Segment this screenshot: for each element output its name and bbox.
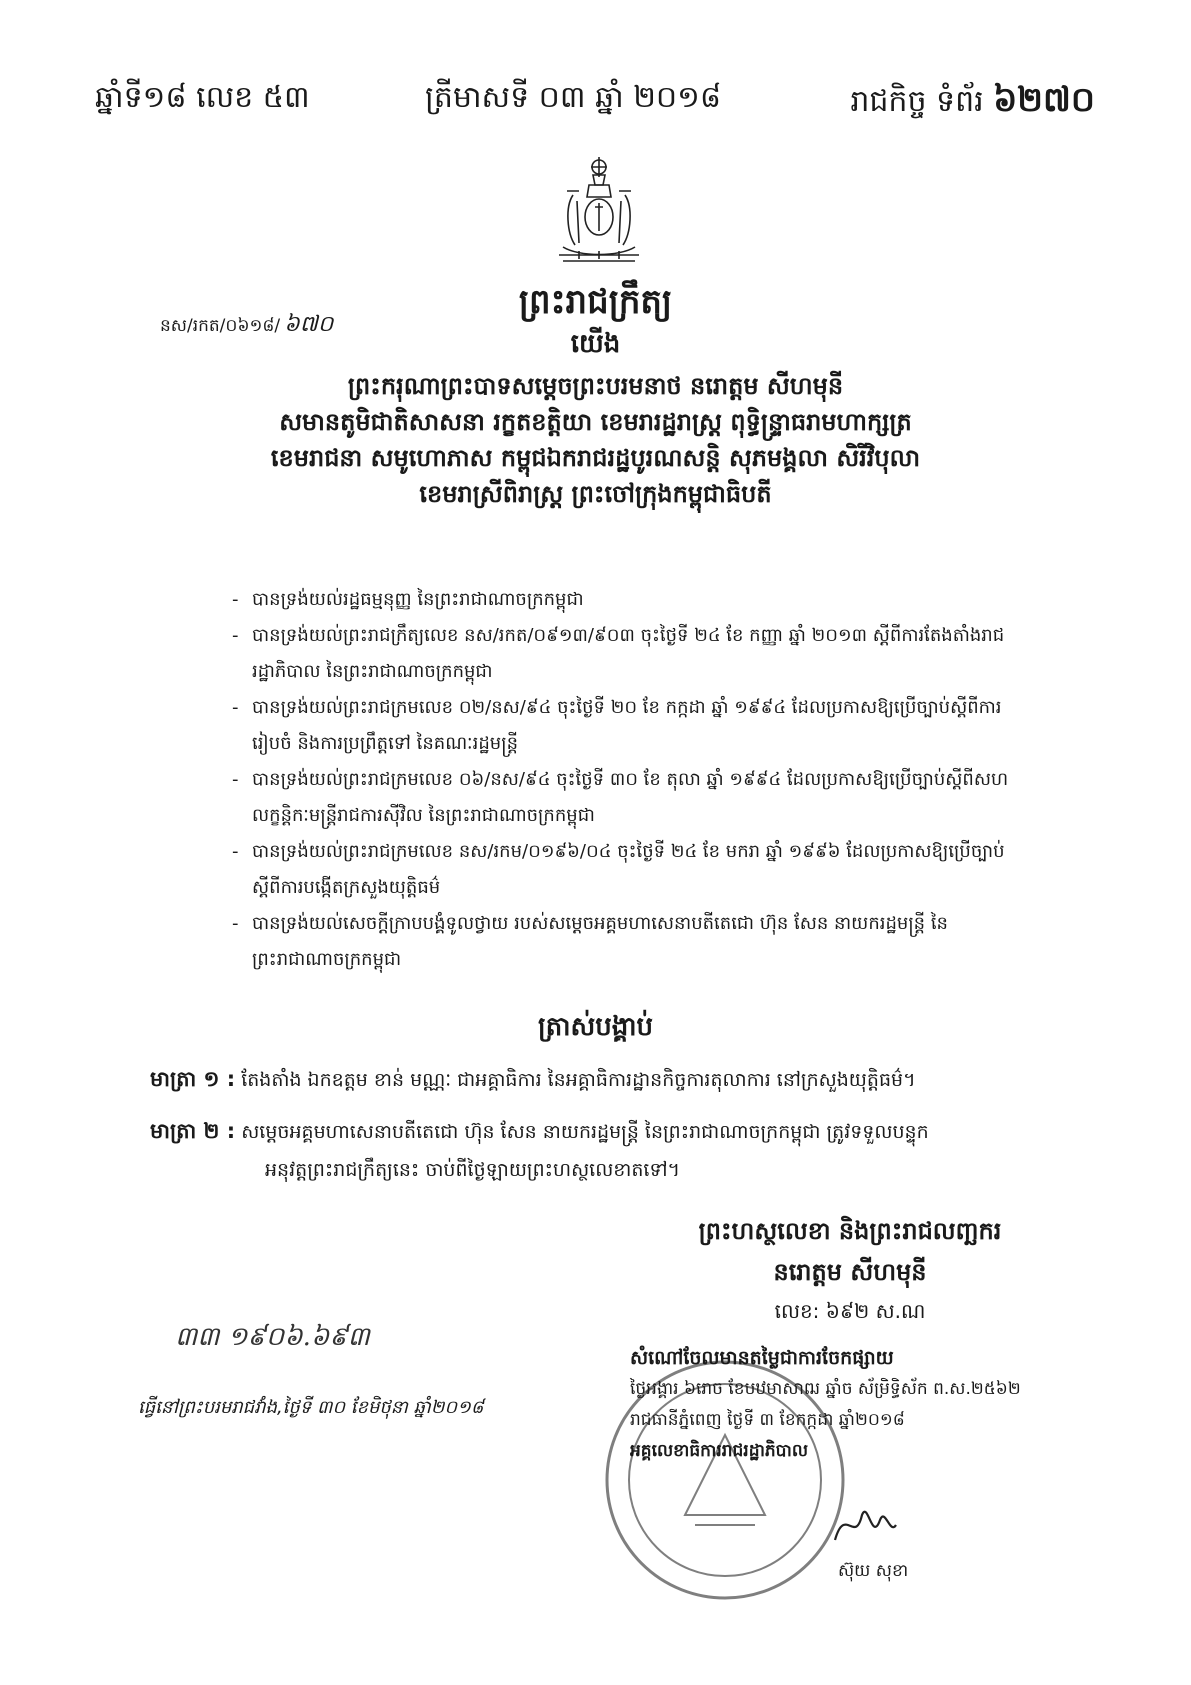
article-label: មាត្រា ២ :: [150, 1119, 236, 1143]
header-page-prefix: រាជកិច្ច ទំព័រ: [850, 84, 984, 119]
issued-at-line: ធ្វើនៅព្រះបរមរាជវាំង,ថ្ងៃទី ៣០ ខែមិថុនា ឆ្នាំ២០១៨: [138, 1397, 484, 1418]
royal-emblem-icon: [549, 155, 649, 270]
we-heading: យើង: [570, 329, 621, 359]
article-text-continued: អនុវត្តព្រះរាជក្រឹត្យនេះ ចាប់ពីថ្ងៃឡាយព្រះហស្ថលេខាតទៅ។: [265, 1159, 681, 1181]
copy-signer: ស៊ុយ សុខា: [838, 1561, 909, 1581]
copy-office: អគ្គលេខាធិការរាជរដ្ឋាភិបាល: [630, 1441, 809, 1461]
copy-date-solar: រាជធានីភ្នំពេញ ថ្ងៃទី ៣ ខែកក្កដា ឆ្នាំ២០១៨: [630, 1410, 905, 1430]
header-year-issue: ឆ្នាំទី១៨ លេខ ៥៣: [95, 80, 310, 115]
gazette-header: [95, 78, 1095, 138]
recital-text: បានទ្រង់យល់ព្រះរាជក្រមលេខ ០៦/នស/៩៤ ចុះថ្ងៃទី ៣០ ខែ តុលា ឆ្នាំ ១៩៩៤ ដែលប្រកាសឱ្យប្រើច្បាប់ស្តីពីសហលក្ខន្តិកៈមន្ត្រីរាជការស៊ីវិល នៃព្រះរាជាណាចក្រកម្ពុជា: [252, 769, 1009, 826]
article-text: សម្តេចអគ្គមហាសេនាបតីតេជោ ហ៊ុន សែន នាយករដ្ឋមន្ត្រី នៃព្រះរាជាណាចក្រកម្ពុជា ត្រូវទទួលបន្ទុក: [241, 1121, 929, 1143]
king-line: ខេមរាជនា សមូហោភាស កម្ពុជឯករាជរដ្ឋបូរណសន្តិ សុភមង្គលា សិរីវិបុលា: [270, 444, 921, 472]
header-page-number: ៦២៧០: [993, 80, 1095, 120]
recital-dash: -: [232, 769, 239, 790]
recital-text: បានទ្រង់យល់ព្រះរាជក្រឹត្យលេខ នស/រកត/០៩១៣/៩០៣ ចុះថ្ងៃទី ២៤ ខែ កញ្ញា ឆ្នាំ ២០១៣ ស្តីពីការតែងតាំងរាជរដ្ឋាភិបាល នៃព្រះរាជាណាចក្រកម្ពុជា: [252, 625, 1005, 682]
decree-title: ព្រះរាជក្រឹត្យ: [518, 282, 673, 322]
reference-printed: នស/រកត/០៦១៨/: [160, 316, 281, 336]
copy-date-lunar: ថ្ងៃអង្គារ ៦រោច ខែបឋមាសាឍ ឆ្នាំច ស័ម្រិទ្ធិស័ក ព.ស.២៥៦២: [630, 1379, 1021, 1399]
article-text: តែងតាំង ឯកឧត្តម ខាន់ មណ្ណៈ ជាអគ្គាធិការ នៃអគ្គាធិការដ្ឋានកិច្ចការតុលាការ នៅក្រសួងយុត្តិធម៌។: [241, 1069, 916, 1091]
royal-signature-block: [600, 1216, 1100, 1328]
recital-text: បានទ្រង់យល់ព្រះរាជក្រមលេខ ០២/នស/៩៤ ចុះថ្ងៃទី ២០ ខែ កក្កដា ឆ្នាំ ១៩៩៤ ដែលប្រកាសឱ្យប្រើច្បាប់ស្តីពីការរៀបចំ និងការប្រព្រឹត្តទៅ នៃគណៈរដ្ឋមន្ត្រី: [252, 697, 1002, 754]
article-2: [150, 1112, 1050, 1189]
reference-handwritten: ៦៧០: [284, 312, 334, 337]
recitals-list: [232, 582, 1032, 978]
copy-certification: [630, 1343, 1090, 1467]
header-page: [850, 78, 1095, 128]
recital-item: [232, 618, 1032, 690]
recital-item: [232, 582, 1032, 618]
decides-heading: ត្រាស់បង្គាប់: [537, 1012, 654, 1042]
article-1: [150, 1060, 1050, 1099]
king-line: ខេមរាស្រីពិរាស្ត្រ ព្រះចៅក្រុងកម្ពុជាធិបតី: [419, 480, 772, 508]
recital-dash: -: [232, 697, 239, 718]
copy-title: សំណៅចែលមានតម្លៃជាការចែកផ្សាយ: [630, 1347, 894, 1369]
recital-dash: -: [232, 841, 239, 862]
signature-scribble-icon: [830, 1495, 900, 1555]
handwritten-note: ៣៣ ១៩០៦.៦៩៣: [175, 1322, 370, 1352]
header-date: ត្រីមាសទី ០៣ ឆ្នាំ ២០១៨: [425, 80, 722, 115]
signature-title: ព្រះហស្ថលេខា និងព្រះរាជលញ្ឆករ: [698, 1217, 1002, 1245]
recital-text: បានទ្រង់យល់ព្រះរាជក្រមលេខ នស/រកម/០១៩៦/០៤ ចុះថ្ងៃទី ២៤ ខែ មករា ឆ្នាំ ១៩៩៦ ដែលប្រកាសឱ្យប្រើច្បាប់ស្តីពីការបង្កើតក្រសួងយុត្តិធម៌: [252, 841, 1005, 898]
signature-name: នរោត្តម សីហមុនី: [773, 1258, 927, 1286]
recital-item: [232, 834, 1032, 906]
recital-text: បានទ្រង់យល់សេចក្តីក្រាបបង្គំទូលថ្វាយ របស់សម្តេចអគ្គមហាសេនាបតីតេជោ ហ៊ុន សែន នាយករដ្ឋមន្ត្រី នៃព្រះរាជាណាចក្រកម្ពុជា: [252, 913, 948, 970]
king-line: ព្រះករុណាព្រះបាទសម្តេចព្រះបរមនាថ នរោត្តម សីហមុនី: [347, 372, 844, 400]
signature-number: លេខ: ៦៩២ ស.ណ: [774, 1299, 926, 1323]
recital-item: [232, 762, 1032, 834]
recital-text: បានទ្រង់យល់រដ្ឋធម្មនុញ្ញ នៃព្រះរាជាណាចក្រកម្ពុជា: [252, 589, 584, 610]
king-line: សមានតូមិជាតិសាសនា រក្ខតខត្តិយា ខេមរារដ្ឋរាស្ត្រ ពុទ្ធិន្ទ្រាធរាមហាក្សត្រ: [279, 408, 912, 436]
recital-dash: -: [232, 589, 239, 610]
recital-dash: -: [232, 625, 239, 646]
recital-item: [232, 906, 1032, 978]
king-titles: [0, 368, 1191, 512]
recital-dash: -: [232, 913, 239, 934]
article-label: មាត្រា ១ :: [150, 1067, 236, 1091]
recital-item: [232, 690, 1032, 762]
